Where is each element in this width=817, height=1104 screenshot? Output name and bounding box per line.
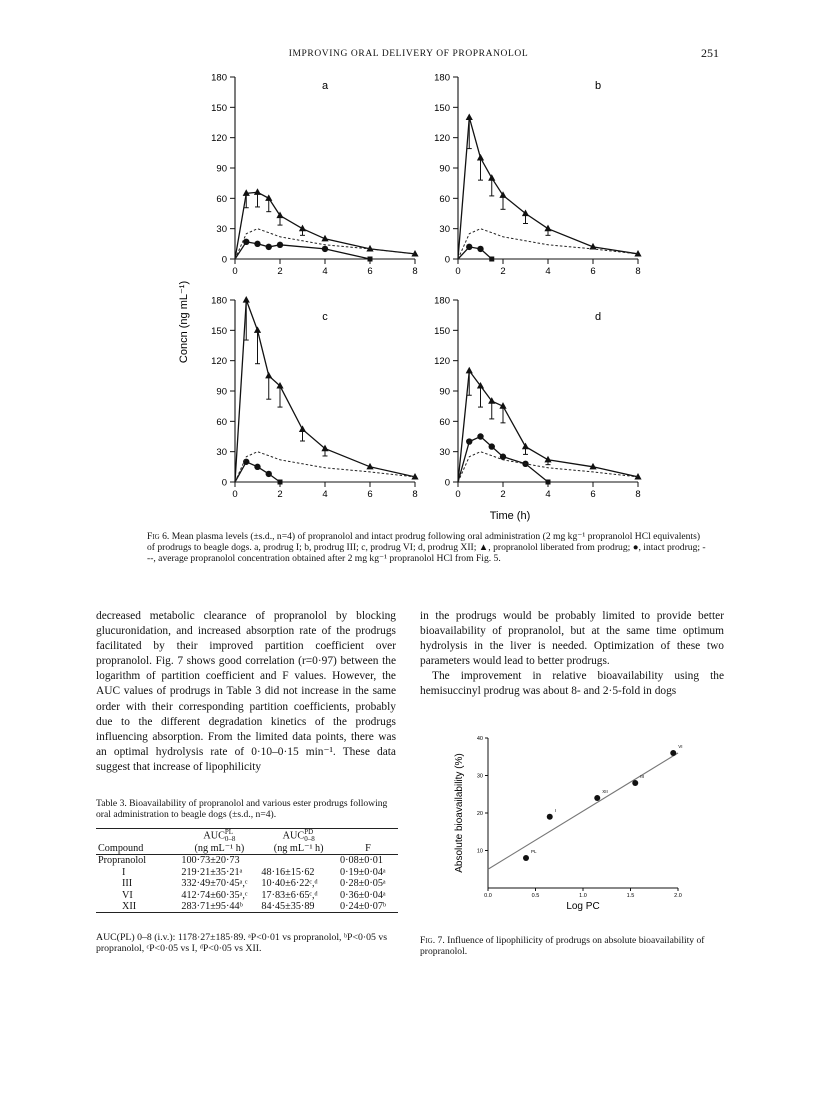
table-3-body xyxy=(96,855,398,913)
table-cell: 0·36±0·04ᵃ xyxy=(339,889,386,901)
x-tick-label: 0.5 xyxy=(531,893,540,899)
data-point-circle xyxy=(243,239,249,245)
table-header-compound: Compound xyxy=(98,843,144,854)
data-point-circle xyxy=(266,471,272,477)
table-3-caption: Table 3. Bioavailability of propranolol and various ester prodrugs following oral administration to beagle dogs (±s.d., n=4). xyxy=(96,798,388,820)
table-header-f: F xyxy=(365,843,371,854)
panel-d xyxy=(434,296,641,501)
y-tick-label: 180 xyxy=(434,72,450,84)
data-point-circle xyxy=(254,241,260,247)
y-tick-label: 60 xyxy=(439,416,450,428)
y-tick-label: 120 xyxy=(211,356,227,368)
table-header-range: 0–8 xyxy=(304,835,315,843)
table-header-pd: PD xyxy=(304,828,314,836)
series-line-propranolol xyxy=(458,117,638,259)
table-header-pl: PL xyxy=(224,828,234,836)
table-row xyxy=(96,878,398,889)
figure-7-caption-text: Influence of lipophilicity of prodrugs on absolute bioavailability of propranolol. xyxy=(420,935,705,957)
data-point xyxy=(594,795,600,801)
paragraph: The improvement in relative bioavailability using the hemisuccinyl prodrug was about 8- and 2·5-fold in dogs xyxy=(420,670,724,698)
data-label: I xyxy=(554,807,557,813)
x-tick-label: 1.0 xyxy=(579,893,587,899)
x-tick-label: 8 xyxy=(412,266,418,277)
panel-b xyxy=(434,73,641,278)
table-cell: 0·28±0·05ᵃ xyxy=(339,878,386,890)
table-cell: XII xyxy=(122,901,137,913)
figure-6-y-axis-label: Concn (ng mL⁻¹) xyxy=(178,280,190,364)
y-tick-label: 30 xyxy=(476,773,483,780)
y-tick-label: 30 xyxy=(216,224,227,236)
table-cell: 10·40±6·22ᶜ,ᵈ xyxy=(261,878,318,890)
x-tick-label: 4 xyxy=(545,489,551,500)
table-header-auc-pl xyxy=(179,829,259,855)
y-tick-label: 90 xyxy=(216,163,227,175)
figure-6 xyxy=(165,62,655,527)
panel-a xyxy=(211,73,418,278)
figure-6-x-axis-label: Time (h) xyxy=(489,510,531,522)
figure-7-y-axis-label: Absolute bioavailability (%) xyxy=(454,753,465,873)
y-tick-label: 10 xyxy=(476,848,483,855)
table-cell: 48·16±15·62 xyxy=(261,866,315,878)
data-point-circle xyxy=(489,443,495,449)
table-cell: III xyxy=(122,878,133,890)
table-3-footnote: AUC(PL) 0–8 (i.v.): 1178·27±185·89. ᵃP<0·01 vs propranolol, ᵇP<0·05 vs propranolol, ᶜP<0·05 vs I, ᵈP<0·05 vs XII. xyxy=(96,932,388,954)
table-3 xyxy=(96,828,398,913)
data-point xyxy=(670,750,676,756)
data-point xyxy=(632,780,638,786)
data-point-circle xyxy=(489,257,494,262)
table-cell xyxy=(259,855,338,867)
body-column-right xyxy=(420,609,724,700)
data-label: XII xyxy=(602,789,608,794)
y-tick-label: 120 xyxy=(434,356,450,368)
y-tick-label: 20 xyxy=(476,811,483,817)
table-cell: VI xyxy=(122,889,133,901)
paragraph: in the prodrugs would be probably limited to provide better bioavailability of propranolol, but at the same time optimum hydrolysis in the liver is needed. Optimization of these two parameters would lead to better prodrugs. xyxy=(420,610,724,668)
x-tick-label: 8 xyxy=(635,266,641,277)
data-point-circle xyxy=(546,480,551,485)
table-row xyxy=(96,901,398,913)
data-point-circle xyxy=(500,454,506,460)
y-tick-label: 60 xyxy=(439,193,450,205)
panel-c xyxy=(211,296,418,501)
x-tick-label: 4 xyxy=(322,266,328,277)
figure-7-caption xyxy=(420,935,720,957)
x-tick-label: 6 xyxy=(590,266,596,277)
x-tick-label: 6 xyxy=(367,266,373,277)
data-label: PL xyxy=(531,849,537,854)
x-tick-label: 2 xyxy=(500,489,506,500)
table-cell: 100·73±20·73 xyxy=(181,855,240,867)
y-tick-label: 180 xyxy=(211,72,227,84)
data-point-circle xyxy=(266,244,272,250)
table-cell: 17·83±6·65ᶜ,ᵈ xyxy=(261,889,318,901)
data-point-circle xyxy=(477,433,483,439)
x-tick-label: 4 xyxy=(545,266,551,277)
page-number: 251 xyxy=(701,46,719,60)
table-header-unit: (ng mL⁻¹ h) xyxy=(194,843,245,854)
table-cell: 283·71±95·44ᵇ xyxy=(181,901,243,913)
data-point-circle xyxy=(368,257,373,262)
data-point-circle xyxy=(277,242,283,248)
figure-7-caption-label: Fig. 7. xyxy=(420,935,445,946)
x-tick-label: 2 xyxy=(500,266,506,277)
y-tick-label: 120 xyxy=(434,133,450,145)
body-column-left: decreased metabolic clearance of propranolol by blocking glucuronidation, and increased absorption rate of the prodrugs facilitated by their improved partition coefficient over propranolol. Fig. 7 shows good correlation (r=0·97) between the logarithm of partition coefficient and F values. However, the AUC values of prodrugs in Table 3 did not increase in the same order with their corresponding partition coefficients, probably due to the different degradation kinetics of the prodrugs influencing absorption. From the limited data points, there was an optimal hydrolysis rate of 0·10–0·15 min⁻¹. These data suggest that increase of lipophilicity xyxy=(96,610,396,773)
y-tick-label: 90 xyxy=(439,386,450,398)
data-point xyxy=(523,855,529,861)
x-tick-label: 2 xyxy=(277,489,283,500)
panel-letter: b xyxy=(594,80,602,92)
y-tick-label: 120 xyxy=(211,133,227,145)
y-tick-label: 60 xyxy=(216,193,227,205)
figure-6-caption-text: Mean plasma levels (±s.d., n=4) of propranolol and intact prodrug following oral administration (2 mg kg⁻¹ propranolol HCl equivalents) of prodrugs to beagle dogs. a, prodrug I; b, prodrug III; c, prodrug VI; d, prodrug XII; ▲, propranolol liberated from prodrug; ●, intact prodrug; ---, average propranolol concentration obtained after 2 mg kg⁻¹ propranolol HCl from Fig. 5. xyxy=(147,531,706,564)
data-point-circle xyxy=(477,246,483,252)
x-tick-label: 2.0 xyxy=(674,893,682,899)
panel-letter: d xyxy=(594,311,602,323)
table-cell: 0·24±0·07ᵇ xyxy=(339,901,387,913)
figure-6-caption xyxy=(147,531,707,564)
table-cell: 84·45±35·89 xyxy=(261,901,315,913)
y-tick-label: 180 xyxy=(211,295,227,307)
y-tick-label: 0 xyxy=(221,477,227,489)
table-header-range: 0–8 xyxy=(224,835,236,843)
table-header-auc-pd xyxy=(259,829,338,855)
y-tick-label: 30 xyxy=(439,224,450,236)
x-tick-label: 0.0 xyxy=(484,893,492,899)
table-header-auc: AUC xyxy=(203,830,225,842)
y-tick-label: 60 xyxy=(216,416,227,428)
table-cell: I xyxy=(122,866,126,878)
y-tick-label: 150 xyxy=(434,102,450,114)
x-tick-label: 8 xyxy=(635,489,641,500)
x-tick-label: 6 xyxy=(590,489,596,500)
data-point xyxy=(547,814,553,820)
x-tick-label: 0 xyxy=(455,266,461,277)
data-point-circle xyxy=(466,438,472,444)
y-tick-label: 30 xyxy=(439,447,450,459)
panel-letter: a xyxy=(321,80,329,92)
table-row xyxy=(96,855,398,867)
data-point-circle xyxy=(254,464,260,470)
x-tick-label: 4 xyxy=(322,489,328,500)
data-label: III xyxy=(640,774,645,779)
x-tick-label: 2 xyxy=(277,266,283,277)
data-label: VI xyxy=(678,744,683,749)
y-tick-label: 180 xyxy=(434,295,450,307)
data-point-circle xyxy=(466,244,472,250)
table-cell: 0·08±0·01 xyxy=(339,855,383,867)
y-tick-label: 0 xyxy=(444,254,450,266)
y-tick-label: 150 xyxy=(434,325,450,337)
table-header-unit: (ng mL⁻¹ h) xyxy=(273,843,324,854)
data-point-circle xyxy=(322,246,328,252)
running-title: IMPROVING ORAL DELIVERY OF PROPRANOLOL xyxy=(288,49,529,59)
y-tick-label: 150 xyxy=(211,102,227,114)
table-row xyxy=(96,867,398,878)
x-tick-label: 0 xyxy=(232,489,238,500)
fit-line xyxy=(488,753,678,869)
y-tick-label: 30 xyxy=(216,447,227,459)
table-cell: 219·21±35·21ᵃ xyxy=(181,866,243,878)
x-tick-label: 0 xyxy=(232,266,238,277)
table-cell: Propranolol xyxy=(98,855,147,867)
y-tick-label: 0 xyxy=(444,477,450,489)
x-tick-label: 0 xyxy=(455,489,461,500)
x-tick-label: 8 xyxy=(412,489,418,500)
data-point-circle xyxy=(243,459,249,465)
figure-7 xyxy=(446,732,696,932)
series-line-dashed xyxy=(235,229,415,259)
y-tick-label: 0 xyxy=(221,254,227,266)
table-cell: 332·49±70·45ᵃ,ᶜ xyxy=(181,878,248,890)
x-tick-label: 1.5 xyxy=(626,893,635,899)
table-row xyxy=(96,890,398,901)
figure-6-caption-label: Fig 6. xyxy=(147,531,170,542)
table-header-auc: AUC xyxy=(282,830,305,842)
figure-7-x-axis-label: Log PC xyxy=(566,901,600,912)
y-tick-label: 150 xyxy=(211,325,227,337)
y-tick-label: 90 xyxy=(216,386,227,398)
y-tick-label: 40 xyxy=(476,736,483,742)
x-tick-label: 6 xyxy=(367,489,373,500)
data-point-circle xyxy=(278,480,283,485)
y-tick-label: 90 xyxy=(439,163,450,175)
table-cell: 412·74±60·35ᵃ,ᶜ xyxy=(181,889,248,901)
table-cell: 0·19±0·04ᵃ xyxy=(339,866,386,878)
panel-letter: c xyxy=(322,311,328,323)
series-line-propranolol xyxy=(458,371,638,482)
